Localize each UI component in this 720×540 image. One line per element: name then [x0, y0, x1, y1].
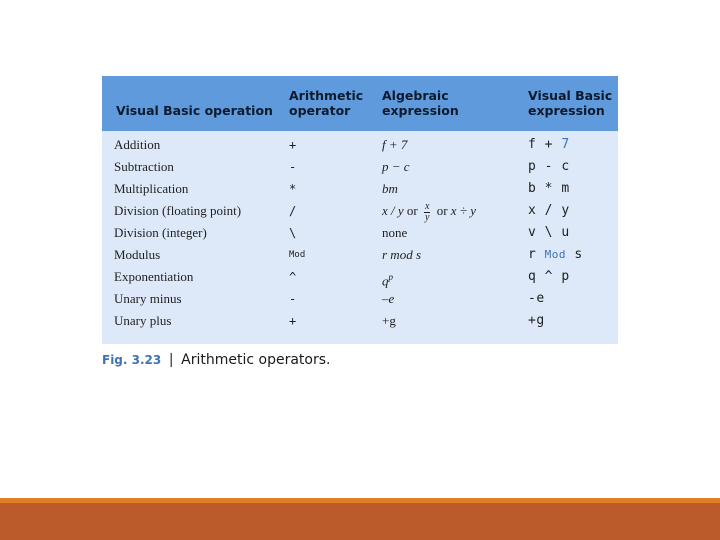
vb-token: 7 [561, 137, 570, 152]
vb-token: \ [544, 225, 553, 240]
vb-cell [528, 288, 545, 310]
vb-cell [528, 156, 570, 178]
header-algebraic-line2: expression [382, 103, 459, 118]
vb-token: * [544, 181, 553, 196]
header-arithmetic-line1: Arithmetic [289, 88, 364, 103]
caption-separator: | [169, 351, 174, 368]
table-row [102, 266, 618, 288]
vb-token: p [561, 269, 570, 284]
vb-token: y [561, 203, 570, 218]
operation-cell: Exponentiation [114, 269, 194, 284]
operation-cell: Addition [114, 137, 161, 152]
vb-token: u [561, 225, 570, 240]
algebraic-or: or [406, 203, 418, 218]
algebraic-slash-form: x / y [382, 203, 404, 218]
fraction-denominator: y [425, 211, 430, 223]
arithmetic-cell: + [289, 314, 297, 328]
table-row [102, 288, 618, 310]
caption-text: Arithmetic operators. [181, 352, 331, 368]
table-row [102, 178, 618, 200]
header-vb [528, 88, 612, 118]
fraction [424, 202, 430, 223]
algebraic-division-form: x ÷ y [450, 203, 476, 218]
vb-cell [528, 310, 545, 332]
table-header [102, 76, 618, 131]
vb-token: c [561, 159, 570, 174]
vb-cell [528, 134, 570, 156]
algebraic-cell: bm [382, 181, 398, 196]
table-row [102, 222, 618, 244]
vb-token: - [544, 159, 553, 174]
vb-cell [528, 266, 570, 288]
operation-cell: Unary minus [114, 291, 182, 306]
arithmetic-cell: - [289, 292, 297, 306]
figure-number: Fig. 3.23 [102, 353, 162, 367]
vb-token: m [561, 181, 570, 196]
vb-token: v [528, 225, 537, 240]
algebraic-cell: +g [382, 313, 396, 328]
vb-token: ^ [544, 269, 553, 284]
header-arithmetic-line2: operator [289, 103, 351, 118]
algebraic-cell: r mod s [382, 247, 422, 262]
operation-cell: Subtraction [114, 159, 174, 174]
vb-token: x [528, 203, 537, 218]
algebraic-cell [382, 200, 476, 223]
vb-token: s [574, 247, 583, 262]
header-vb-line2: expression [528, 103, 605, 118]
vb-token: p [528, 159, 537, 174]
vb-token: -e [528, 291, 545, 306]
header-algebraic [382, 88, 459, 118]
arithmetic-cell: + [289, 138, 297, 152]
algebraic-cell: none [382, 225, 408, 240]
algebraic-cell: p − c [382, 159, 410, 174]
table-row [102, 200, 618, 222]
header-algebraic-line1: Algebraic [382, 88, 449, 103]
arithmetic-cell: * [289, 182, 297, 196]
table-row [102, 244, 618, 266]
header-operation: Visual Basic operation [116, 103, 273, 118]
vb-token: r [528, 247, 537, 262]
operation-cell: Multiplication [114, 181, 189, 196]
vb-token: f [528, 137, 537, 152]
vb-token: / [544, 203, 553, 218]
vb-token: q [528, 269, 537, 284]
fraction-numerator: x [425, 200, 430, 212]
operators-table [102, 76, 618, 344]
arithmetic-cell: Mod [289, 250, 306, 260]
header-vb-line1: Visual Basic [528, 88, 613, 103]
vb-token: b [528, 181, 537, 196]
vb-cell [528, 244, 583, 266]
vb-cell [528, 178, 570, 200]
arithmetic-cell: \ [289, 226, 297, 240]
vb-cell [528, 222, 570, 244]
arithmetic-cell: ^ [289, 270, 297, 284]
arithmetic-cell: / [289, 204, 297, 218]
algebraic-or: or [436, 203, 448, 218]
operation-cell: Division (floating point) [114, 203, 242, 218]
exponent-base: q [382, 273, 389, 289]
figure-caption [102, 350, 330, 370]
vb-token: + [544, 137, 553, 152]
vb-token: Mod [544, 248, 567, 261]
algebraic-cell: –e [382, 291, 395, 306]
operation-cell: Unary plus [114, 313, 172, 328]
header-arithmetic [289, 88, 363, 118]
algebraic-cell: f + 7 [382, 137, 408, 152]
operation-cell: Division (integer) [114, 225, 207, 240]
exponent-power: p [388, 272, 393, 282]
table-row [102, 156, 618, 178]
arithmetic-cell: - [289, 160, 297, 174]
table-row [102, 310, 618, 332]
vb-cell [528, 200, 570, 222]
table-row [102, 134, 618, 156]
operation-cell: Modulus [114, 247, 161, 262]
footer-band [0, 503, 720, 540]
vb-token: +g [528, 313, 545, 328]
